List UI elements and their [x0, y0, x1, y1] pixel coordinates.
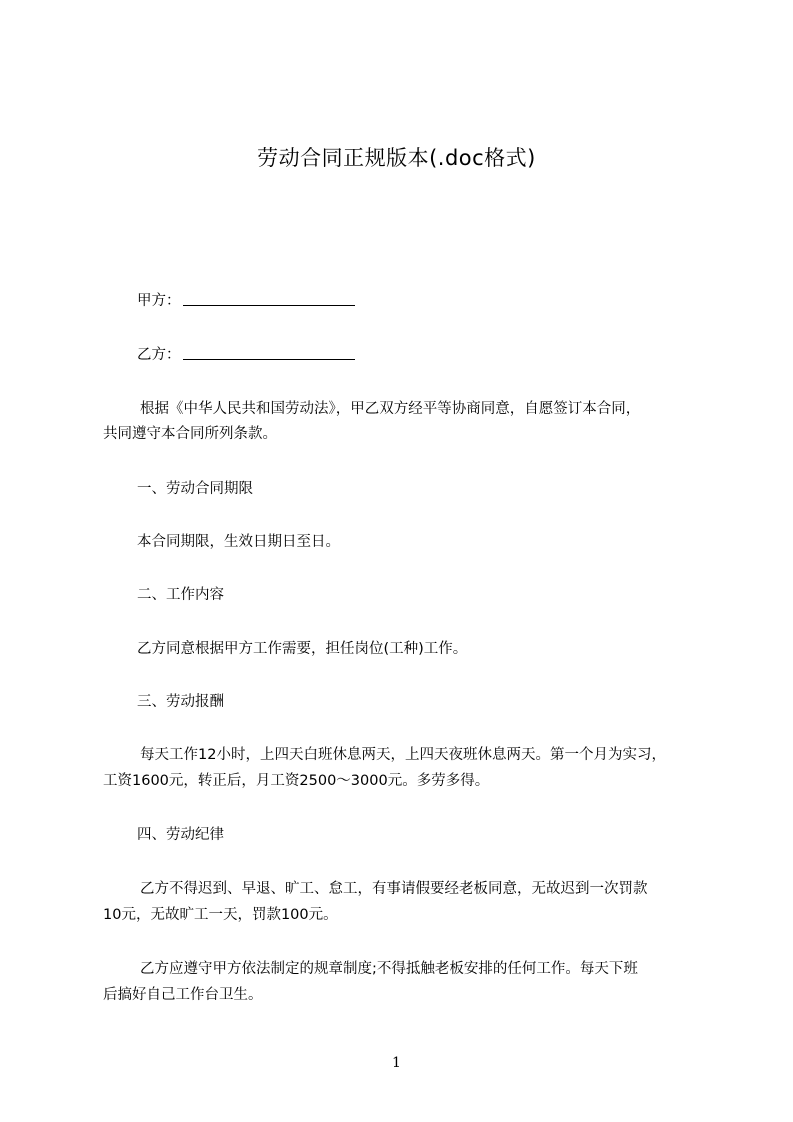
- section-4-paragraph-2-line-2: 后搞好自己工作台卫生。: [103, 987, 263, 1003]
- section-2-paragraph: 乙方同意根据甲方工作需要，担任岗位(工种)工作。: [137, 641, 468, 657]
- section-4-paragraph-2-line-1: 乙方应遵守甲方依法制定的规章制度;不得抵触老板安排的任何工作。每天下班: [140, 961, 638, 977]
- document-title: 劳动合同正规版本(.doc格式): [257, 146, 536, 170]
- intro-line-2: 共同遵守本合同所列条款。: [103, 426, 277, 442]
- party-b-line: [137, 345, 355, 365]
- section-4-heading: 四、劳动纪律: [137, 827, 224, 843]
- section-3-paragraph-line-1: 每天工作12小时，上四天白班休息两天，上四天夜班休息两天。第一个月为实习，: [140, 747, 666, 763]
- party-a-label: 甲方：: [137, 293, 181, 309]
- party-a-line: [137, 291, 355, 311]
- section-4-paragraph-1-line-1: 乙方不得迟到、早退、旷工、怠工，有事请假要经老板同意，无故迟到一次罚款: [140, 881, 648, 897]
- intro-line-1: 根据《中华人民共和国劳动法》，甲乙双方经平等协商同意，自愿签订本合同，: [140, 401, 641, 417]
- section-2-heading: 二、工作内容: [137, 587, 224, 603]
- page-number: 1: [392, 1055, 401, 1071]
- party-b-label: 乙方：: [137, 347, 181, 363]
- section-1-heading: 一、劳动合同期限: [137, 481, 253, 497]
- section-3-paragraph-line-2: 工资1600元，转正后，月工资2500～3000元。多劳多得。: [103, 773, 490, 789]
- section-1-paragraph: 本合同期限，生效日期日至日。: [137, 534, 340, 550]
- party-a-blank[interactable]: [183, 291, 355, 306]
- section-3-heading: 三、劳动报酬: [137, 694, 224, 710]
- party-b-blank[interactable]: [183, 345, 355, 360]
- section-4-paragraph-1-line-2: 10元，无故旷工一天，罚款100元。: [103, 907, 338, 923]
